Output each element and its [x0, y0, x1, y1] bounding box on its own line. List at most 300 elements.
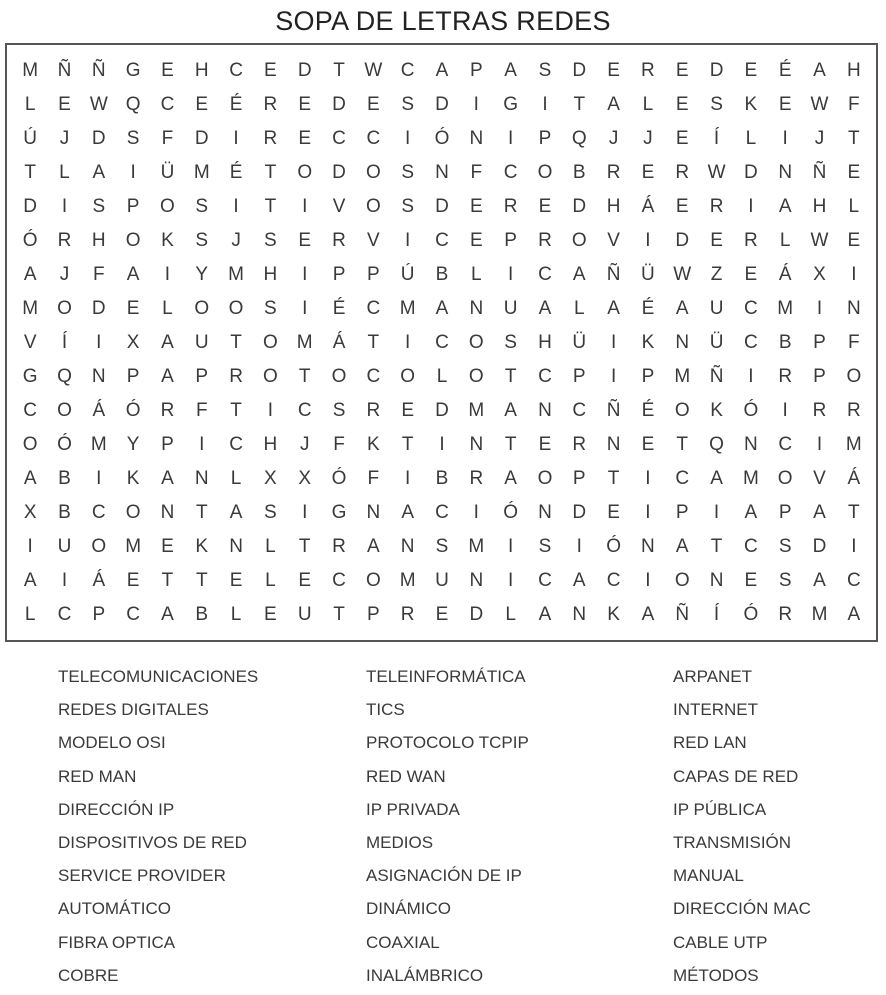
grid-cell[interactable]: Ü — [160, 162, 175, 183]
grid-cell[interactable]: E — [58, 94, 71, 115]
grid-cell[interactable]: I — [302, 502, 308, 523]
grid-cell[interactable]: I — [851, 536, 857, 557]
grid-cell[interactable]: M — [399, 298, 416, 319]
grid-cell[interactable]: R — [263, 94, 278, 115]
grid-cell[interactable]: C — [744, 332, 758, 353]
grid-cell[interactable]: M — [22, 60, 39, 81]
grid-cell[interactable]: Q — [125, 94, 141, 115]
grid-cell[interactable]: Ü — [709, 332, 724, 353]
grid-cell[interactable]: P — [469, 60, 483, 81]
grid-cell[interactable]: E — [298, 94, 312, 115]
grid-cell[interactable]: A — [641, 604, 655, 625]
grid-cell[interactable]: O — [263, 366, 278, 387]
grid-cell[interactable]: L — [265, 536, 276, 557]
grid-cell[interactable]: I — [405, 468, 411, 489]
grid-cell[interactable]: C — [366, 128, 381, 149]
grid-cell[interactable]: C — [744, 298, 758, 319]
grid-cell[interactable]: C — [538, 366, 552, 387]
grid-cell[interactable]: C — [332, 570, 346, 591]
grid-cell[interactable]: I — [130, 162, 136, 183]
grid-cell[interactable]: P — [332, 264, 346, 285]
grid-cell[interactable]: O — [537, 468, 553, 489]
grid-cell[interactable]: O — [365, 570, 381, 591]
grid-cell[interactable]: Y — [126, 434, 140, 455]
grid-cell[interactable]: S — [401, 162, 415, 183]
grid-cell[interactable]: X — [264, 468, 277, 489]
grid-cell[interactable]: E — [229, 570, 243, 591]
grid-cell[interactable]: I — [645, 230, 651, 251]
grid-cell[interactable]: O — [263, 332, 278, 353]
grid-cell[interactable]: C — [435, 502, 449, 523]
grid-cell[interactable]: V — [23, 332, 37, 353]
grid-cell[interactable]: S — [401, 94, 415, 115]
grid-cell[interactable]: M — [90, 434, 107, 455]
grid-cell[interactable]: C — [23, 400, 38, 421]
grid-cell[interactable]: T — [504, 434, 517, 455]
grid-cell[interactable]: N — [400, 536, 415, 557]
grid-cell[interactable]: I — [507, 264, 514, 285]
grid-cell[interactable]: H — [263, 264, 278, 285]
grid-cell[interactable]: O — [22, 434, 38, 455]
grid-cell[interactable]: L — [24, 604, 36, 625]
grid-cell[interactable]: C — [229, 434, 243, 455]
grid-cell[interactable]: E — [744, 570, 758, 591]
grid-cell[interactable]: D — [675, 230, 690, 251]
grid-cell[interactable]: O — [571, 230, 587, 251]
grid-cell[interactable]: N — [675, 332, 690, 353]
grid-cell[interactable]: I — [816, 298, 823, 319]
grid-cell[interactable]: N — [91, 366, 106, 387]
grid-cell[interactable]: I — [405, 332, 411, 353]
grid-cell[interactable]: P — [161, 434, 174, 455]
grid-cell[interactable]: X — [126, 332, 140, 353]
grid-cell[interactable]: P — [195, 366, 209, 387]
grid-cell[interactable]: V — [367, 230, 380, 251]
grid-cell[interactable]: W — [810, 230, 829, 251]
grid-cell[interactable]: E — [469, 196, 483, 217]
grid-cell[interactable]: A — [161, 366, 174, 387]
grid-cell[interactable]: I — [748, 366, 754, 387]
grid-cell[interactable]: O — [468, 366, 484, 387]
grid-cell[interactable]: T — [848, 128, 860, 149]
grid-cell[interactable]: P — [641, 366, 655, 387]
grid-cell[interactable]: Í — [713, 128, 720, 149]
grid-cell[interactable]: I — [302, 298, 308, 319]
grid-cell[interactable]: D — [194, 128, 209, 149]
grid-cell[interactable]: D — [572, 196, 587, 217]
grid-cell[interactable]: D — [91, 128, 106, 149]
grid-cell[interactable]: A — [710, 468, 723, 489]
grid-cell[interactable]: D — [812, 536, 827, 557]
grid-cell[interactable]: É — [229, 162, 243, 183]
grid-cell[interactable]: T — [848, 502, 860, 523]
grid-cell[interactable]: É — [778, 60, 792, 81]
grid-cell[interactable]: F — [161, 128, 174, 149]
grid-cell[interactable]: T — [230, 400, 242, 421]
grid-cell[interactable]: J — [59, 128, 70, 149]
grid-cell[interactable]: U — [194, 332, 209, 353]
grid-cell[interactable]: L — [436, 366, 448, 387]
grid-cell[interactable]: M — [811, 604, 828, 625]
grid-cell[interactable]: E — [469, 230, 483, 251]
grid-cell[interactable]: B — [435, 468, 449, 489]
grid-cell[interactable]: Ú — [23, 128, 38, 149]
grid-cell[interactable]: A — [92, 162, 106, 183]
grid-cell[interactable]: U — [709, 298, 724, 319]
grid-cell[interactable]: D — [469, 604, 484, 625]
grid-cell[interactable]: M — [777, 298, 794, 319]
grid-cell[interactable]: D — [23, 196, 38, 217]
grid-cell[interactable]: J — [608, 128, 619, 149]
grid-cell[interactable]: Ú — [400, 264, 415, 285]
grid-cell[interactable]: F — [367, 468, 380, 489]
grid-cell[interactable]: E — [264, 60, 277, 81]
grid-cell[interactable]: E — [195, 94, 209, 115]
grid-cell[interactable]: L — [59, 162, 70, 183]
grid-cell[interactable]: E — [641, 434, 655, 455]
grid-cell[interactable]: I — [302, 264, 308, 285]
grid-cell[interactable]: F — [92, 264, 105, 285]
grid-cell[interactable]: I — [199, 434, 205, 455]
grid-cell[interactable]: A — [572, 264, 586, 285]
grid-cell[interactable]: H — [91, 230, 106, 251]
grid-cell[interactable]: S — [332, 400, 346, 421]
grid-cell[interactable]: G — [125, 60, 141, 81]
grid-cell[interactable]: N — [778, 162, 793, 183]
grid-cell[interactable]: N — [229, 536, 243, 557]
grid-cell[interactable]: L — [162, 298, 173, 319]
grid-cell[interactable]: V — [332, 196, 346, 217]
grid-cell[interactable]: A — [572, 570, 586, 591]
grid-cell[interactable]: P — [504, 230, 517, 251]
grid-cell[interactable]: Í — [61, 332, 68, 353]
grid-cell[interactable]: A — [161, 332, 174, 353]
grid-cell[interactable]: O — [846, 366, 862, 387]
grid-cell[interactable]: T — [333, 604, 345, 625]
grid-cell[interactable]: T — [573, 94, 586, 115]
grid-cell[interactable]: M — [296, 332, 313, 353]
grid-cell[interactable]: I — [473, 502, 479, 523]
grid-cell[interactable]: J — [59, 264, 70, 285]
grid-cell[interactable]: O — [91, 536, 107, 557]
grid-cell[interactable]: T — [333, 60, 345, 81]
grid-cell[interactable]: T — [298, 366, 311, 387]
grid-cell[interactable]: E — [675, 60, 689, 81]
grid-cell[interactable]: Q — [709, 434, 724, 455]
grid-cell[interactable]: C — [435, 230, 449, 251]
grid-cell[interactable]: K — [641, 332, 655, 353]
grid-cell[interactable]: E — [607, 502, 620, 523]
grid-cell[interactable]: R — [846, 400, 861, 421]
grid-cell[interactable]: R — [503, 196, 518, 217]
grid-cell[interactable]: A — [367, 536, 380, 557]
grid-cell[interactable]: P — [367, 604, 380, 625]
grid-cell[interactable]: C — [160, 94, 175, 115]
grid-cell[interactable]: A — [504, 400, 517, 421]
grid-cell[interactable]: X — [23, 502, 37, 523]
grid-cell[interactable]: D — [709, 60, 724, 81]
grid-cell[interactable]: R — [778, 604, 793, 625]
grid-cell[interactable]: U — [297, 604, 312, 625]
grid-cell[interactable]: E — [675, 128, 689, 149]
grid-cell[interactable]: L — [24, 94, 36, 115]
grid-cell[interactable]: O — [57, 400, 72, 421]
grid-cell[interactable]: Á — [332, 332, 346, 353]
grid-cell[interactable]: M — [674, 366, 691, 387]
grid-cell[interactable]: E — [367, 94, 380, 115]
grid-cell[interactable]: E — [298, 128, 312, 149]
grid-cell[interactable]: E — [778, 94, 792, 115]
grid-cell[interactable]: D — [744, 162, 758, 183]
grid-cell[interactable]: R — [606, 162, 621, 183]
grid-cell[interactable]: C — [332, 128, 346, 149]
grid-cell[interactable]: A — [538, 298, 552, 319]
grid-cell[interactable]: R — [641, 60, 655, 81]
grid-cell[interactable]: M — [845, 434, 862, 455]
grid-cell[interactable]: A — [161, 604, 174, 625]
grid-cell[interactable]: N — [538, 400, 552, 421]
grid-cell[interactable]: I — [851, 264, 857, 285]
grid-cell[interactable]: C — [572, 400, 587, 421]
grid-cell[interactable]: T — [676, 434, 689, 455]
grid-cell[interactable]: R — [709, 196, 724, 217]
grid-cell[interactable]: A — [23, 264, 37, 285]
grid-cell[interactable]: R — [744, 230, 758, 251]
grid-cell[interactable]: T — [367, 332, 380, 353]
grid-cell[interactable]: I — [645, 468, 651, 489]
grid-cell[interactable]: A — [504, 468, 517, 489]
grid-cell[interactable]: B — [58, 468, 71, 489]
grid-cell[interactable]: R — [778, 366, 793, 387]
grid-cell[interactable]: U — [435, 570, 449, 591]
grid-cell[interactable]: S — [264, 298, 277, 319]
grid-cell[interactable]: A — [401, 502, 415, 523]
grid-cell[interactable]: I — [96, 468, 102, 489]
grid-cell[interactable]: S — [778, 570, 792, 591]
grid-cell[interactable]: L — [779, 230, 791, 251]
grid-cell[interactable]: C — [126, 604, 140, 625]
grid-cell[interactable]: Ñ — [91, 60, 106, 81]
grid-cell[interactable]: R — [812, 400, 827, 421]
grid-cell[interactable]: Á — [641, 196, 655, 217]
grid-cell[interactable]: M — [399, 570, 416, 591]
grid-cell[interactable]: E — [298, 570, 312, 591]
grid-cell[interactable]: A — [504, 60, 517, 81]
grid-cell[interactable]: O — [331, 366, 347, 387]
grid-cell[interactable]: A — [675, 536, 689, 557]
grid-cell[interactable]: T — [710, 536, 723, 557]
grid-cell[interactable]: X — [813, 264, 826, 285]
grid-cell[interactable]: F — [848, 94, 860, 115]
grid-cell[interactable]: Ü — [572, 332, 587, 353]
grid-cell[interactable]: C — [400, 60, 415, 81]
grid-cell[interactable]: U — [503, 298, 518, 319]
grid-cell[interactable]: D — [435, 196, 449, 217]
grid-cell[interactable]: I — [439, 434, 445, 455]
grid-cell[interactable]: F — [195, 400, 208, 421]
grid-cell[interactable]: H — [812, 196, 827, 217]
grid-cell[interactable]: N — [194, 468, 209, 489]
grid-cell[interactable]: G — [22, 366, 38, 387]
grid-cell[interactable]: O — [228, 298, 244, 319]
grid-cell[interactable]: I — [645, 502, 651, 523]
grid-cell[interactable]: A — [675, 298, 689, 319]
grid-cell[interactable]: M — [228, 264, 244, 285]
grid-cell[interactable]: B — [572, 162, 586, 183]
grid-cell[interactable]: P — [675, 502, 689, 523]
grid-cell[interactable]: A — [23, 570, 37, 591]
grid-cell[interactable]: D — [572, 502, 587, 523]
grid-cell[interactable]: D — [332, 162, 346, 183]
grid-cell[interactable]: H — [194, 60, 209, 81]
grid-cell[interactable]: P — [538, 128, 552, 149]
grid-cell[interactable]: L — [745, 128, 757, 149]
grid-cell[interactable]: N — [709, 570, 724, 591]
grid-cell[interactable]: K — [367, 434, 380, 455]
grid-cell[interactable]: N — [160, 502, 175, 523]
grid-cell[interactable]: R — [675, 162, 690, 183]
grid-cell[interactable]: O — [777, 468, 793, 489]
grid-cell[interactable]: É — [641, 298, 655, 319]
grid-cell[interactable]: Ñ — [709, 366, 724, 387]
grid-cell[interactable]: D — [91, 298, 106, 319]
grid-cell[interactable]: N — [469, 570, 484, 591]
grid-cell[interactable]: P — [572, 366, 586, 387]
grid-cell[interactable]: R — [263, 128, 278, 149]
grid-cell[interactable]: E — [126, 570, 140, 591]
grid-cell[interactable]: H — [538, 332, 552, 353]
grid-cell[interactable]: I — [713, 502, 720, 523]
grid-cell[interactable]: I — [542, 94, 548, 115]
grid-cell[interactable]: F — [848, 332, 860, 353]
grid-cell[interactable]: V — [813, 468, 826, 489]
grid-cell[interactable]: N — [469, 434, 484, 455]
grid-cell[interactable]: O — [125, 502, 141, 523]
grid-cell[interactable]: Á — [847, 468, 861, 489]
grid-cell[interactable]: K — [126, 468, 140, 489]
grid-cell[interactable]: A — [23, 468, 37, 489]
grid-cell[interactable]: K — [744, 94, 758, 115]
grid-cell[interactable]: A — [847, 604, 861, 625]
grid-cell[interactable]: K — [195, 536, 209, 557]
grid-cell[interactable]: P — [813, 332, 826, 353]
grid-cell[interactable]: P — [572, 468, 586, 489]
grid-cell[interactable]: R — [160, 400, 175, 421]
grid-cell[interactable]: S — [538, 60, 552, 81]
grid-cell[interactable]: O — [125, 230, 141, 251]
grid-cell[interactable]: S — [264, 502, 277, 523]
grid-cell[interactable]: E — [161, 60, 174, 81]
grid-cell[interactable]: O — [400, 366, 416, 387]
grid-cell[interactable]: T — [298, 536, 311, 557]
grid-cell[interactable]: I — [507, 570, 514, 591]
grid-cell[interactable]: Ñ — [57, 60, 72, 81]
grid-cell[interactable]: C — [57, 604, 72, 625]
grid-cell[interactable]: A — [435, 298, 449, 319]
grid-cell[interactable]: G — [331, 502, 347, 523]
grid-cell[interactable]: N — [744, 434, 758, 455]
grid-cell[interactable]: I — [645, 570, 651, 591]
grid-cell[interactable]: L — [230, 468, 242, 489]
grid-cell[interactable]: E — [264, 604, 277, 625]
grid-cell[interactable]: R — [57, 230, 72, 251]
grid-cell[interactable]: T — [264, 162, 277, 183]
grid-cell[interactable]: T — [264, 196, 277, 217]
grid-cell[interactable]: C — [675, 468, 690, 489]
grid-cell[interactable]: S — [538, 536, 552, 557]
grid-cell[interactable]: S — [435, 536, 449, 557]
grid-cell[interactable]: A — [538, 604, 552, 625]
grid-cell[interactable]: O — [160, 196, 175, 217]
grid-cell[interactable]: J — [643, 128, 653, 149]
grid-cell[interactable]: M — [468, 400, 485, 421]
grid-cell[interactable]: W — [364, 60, 383, 81]
grid-cell[interactable]: Q — [57, 366, 72, 387]
grid-cell[interactable]: P — [367, 264, 380, 285]
grid-cell[interactable]: R — [572, 434, 587, 455]
grid-cell[interactable]: T — [504, 366, 517, 387]
grid-cell[interactable]: E — [538, 434, 552, 455]
grid-cell[interactable]: C — [366, 366, 381, 387]
grid-cell[interactable]: E — [298, 230, 312, 251]
grid-cell[interactable]: I — [473, 94, 479, 115]
grid-cell[interactable]: E — [675, 94, 689, 115]
grid-cell[interactable]: S — [92, 196, 106, 217]
grid-cell[interactable]: Ó — [22, 230, 38, 251]
grid-cell[interactable]: I — [233, 196, 239, 217]
grid-cell[interactable]: J — [299, 434, 310, 455]
grid-cell[interactable]: S — [710, 94, 723, 115]
grid-cell[interactable]: A — [607, 298, 620, 319]
grid-cell[interactable]: Ó — [743, 400, 759, 421]
grid-cell[interactable]: I — [61, 570, 68, 591]
grid-cell[interactable]: Ñ — [606, 400, 621, 421]
grid-cell[interactable]: E — [538, 196, 552, 217]
grid-cell[interactable]: I — [507, 128, 514, 149]
grid-cell[interactable]: A — [813, 502, 826, 523]
grid-cell[interactable]: I — [233, 128, 239, 149]
grid-cell[interactable]: Ó — [57, 434, 72, 455]
grid-cell[interactable]: C — [366, 298, 381, 319]
grid-cell[interactable]: Ñ — [606, 264, 621, 285]
grid-cell[interactable]: C — [297, 400, 312, 421]
grid-cell[interactable]: N — [366, 502, 381, 523]
grid-cell[interactable]: C — [846, 570, 861, 591]
grid-cell[interactable]: H — [846, 60, 861, 81]
grid-cell[interactable]: R — [469, 468, 484, 489]
grid-cell[interactable]: W — [707, 162, 726, 183]
grid-cell[interactable]: L — [642, 94, 654, 115]
grid-cell[interactable]: V — [607, 230, 620, 251]
grid-cell[interactable]: K — [710, 400, 723, 421]
grid-cell[interactable]: O — [297, 162, 313, 183]
grid-cell[interactable]: M — [193, 162, 210, 183]
grid-cell[interactable]: A — [744, 502, 758, 523]
grid-cell[interactable]: M — [125, 536, 142, 557]
grid-cell[interactable]: O — [57, 298, 72, 319]
grid-cell[interactable]: N — [435, 162, 449, 183]
grid-cell[interactable]: P — [126, 196, 140, 217]
grid-cell[interactable]: E — [435, 604, 449, 625]
grid-cell[interactable]: I — [96, 332, 102, 353]
grid-cell[interactable]: H — [606, 196, 621, 217]
grid-cell[interactable]: I — [267, 400, 274, 421]
grid-cell[interactable]: M — [468, 536, 485, 557]
grid-cell[interactable]: Ó — [331, 468, 347, 489]
grid-cell[interactable]: R — [332, 536, 346, 557]
grid-cell[interactable]: E — [675, 196, 689, 217]
grid-cell[interactable]: N — [572, 604, 587, 625]
